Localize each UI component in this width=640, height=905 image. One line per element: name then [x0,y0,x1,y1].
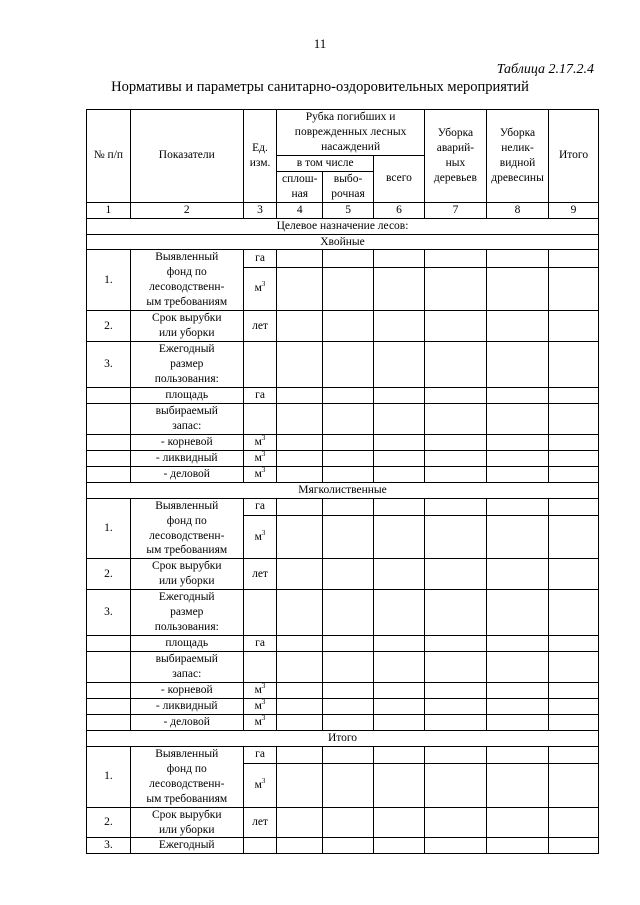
column-number: 5 [323,202,374,218]
table-row [87,342,599,388]
value-cell [486,404,548,435]
value-cell [323,498,374,515]
header-total-all: всего [374,155,425,202]
indicator-root: - корневой [130,683,243,699]
value-cell [374,714,425,730]
value-cell [374,311,425,342]
value-cell [424,559,486,590]
value-cell [243,838,277,854]
indicator-revealed-fund: Выявленный фонд по лесоводственн- ым требованиям [130,498,243,559]
table-row [87,730,599,746]
column-number: 9 [549,202,599,218]
value-cell [486,388,548,404]
value-cell [424,342,486,388]
value-cell [323,746,374,763]
indicator-area: площадь [130,388,243,404]
value-cell [424,590,486,636]
value-cell [424,683,486,699]
header-total: Итого [549,110,599,203]
table-row [87,699,599,715]
header-including: в том числе [277,155,374,171]
value-cell [424,515,486,558]
value-cell [323,434,374,450]
value-cell [486,683,548,699]
value-cell [486,838,548,854]
header-num: № п/п [87,110,131,203]
value-cell [374,590,425,636]
unit-cell: лет [243,559,277,590]
table-row [87,590,599,636]
value-cell [374,559,425,590]
header-clear-felling: сплош- ная [277,171,323,202]
unit-cell: га [243,636,277,652]
value-cell [549,388,599,404]
unit-cell: $м^3$ [243,267,277,310]
forest-purpose: Целевое назначение лесов: [87,218,599,234]
unit-cell: $м^3$ [243,714,277,730]
value-cell [277,683,323,699]
value-cell [549,683,599,699]
value-cell [323,764,374,807]
value-cell [424,838,486,854]
unit-cell: $м^3$ [243,466,277,482]
header-illiquid-wood: Уборка нелик- видной древесины [486,110,548,203]
unit-cell: га [243,746,277,763]
section-title: Хвойные [87,234,599,250]
value-cell [549,404,599,435]
row-number [87,636,131,652]
table-row [87,807,599,838]
value-cell [374,652,425,683]
value-cell [277,515,323,558]
table-row [87,250,599,267]
row-number [87,714,131,730]
value-cell [323,267,374,310]
value-cell [374,388,425,404]
value-cell [424,699,486,715]
value-cell [323,590,374,636]
value-cell [323,559,374,590]
page-number: 11 [313,36,327,51]
header-felling: Рубка погибших и поврежденных лесных насаждений [277,110,425,156]
value-cell [277,652,323,683]
value-cell [486,450,548,466]
value-cell [243,404,277,435]
row-number: 2. [87,559,131,590]
row-number [87,450,131,466]
value-cell [277,807,323,838]
table-row [87,482,599,498]
document-title: Нормативы и параметры санитарно-оздоровительных мероприятий [111,79,529,95]
unit-cell: лет [243,311,277,342]
value-cell [323,342,374,388]
value-cell [549,559,599,590]
table-row [87,746,599,763]
value-cell [374,434,425,450]
column-number: 7 [424,202,486,218]
value-cell [374,764,425,807]
value-cell [549,764,599,807]
value-cell [424,466,486,482]
value-cell [243,652,277,683]
indicator-revealed-fund: Выявленный фонд по лесоводственн- ым требованиям [130,746,243,807]
value-cell [323,714,374,730]
value-cell [549,434,599,450]
value-cell [549,515,599,558]
value-cell [374,683,425,699]
row-number [87,404,131,435]
value-cell [486,714,548,730]
indicator-business: - деловой [130,714,243,730]
indicator-revealed-fund: Выявленный фонд по лесоводственн- ым требованиям [130,250,243,311]
value-cell [323,388,374,404]
value-cell [374,838,425,854]
header-unit: Ед. изм. [243,110,277,203]
value-cell [277,450,323,466]
value-cell [323,450,374,466]
value-cell [486,250,548,267]
value-cell [277,746,323,763]
value-cell [486,342,548,388]
value-cell [323,838,374,854]
table-row [87,202,599,218]
table-row [87,434,599,450]
table-row [87,714,599,730]
value-cell [374,515,425,558]
value-cell [549,838,599,854]
value-cell [424,388,486,404]
value-cell [277,311,323,342]
value-cell [277,498,323,515]
value-cell [486,466,548,482]
unit-cell: лет [243,807,277,838]
row-number [87,466,131,482]
value-cell [486,764,548,807]
value-cell [549,311,599,342]
unit-cell: га [243,250,277,267]
table-row [87,218,599,234]
row-number: 1. [87,250,131,311]
value-cell [323,311,374,342]
indicator-business: - деловой [130,466,243,482]
column-number: 8 [486,202,548,218]
value-cell [549,590,599,636]
row-number: 3. [87,342,131,388]
value-cell [549,636,599,652]
value-cell [549,342,599,388]
value-cell [323,699,374,715]
value-cell [323,807,374,838]
indicator-liquid: - ликвидный [130,699,243,715]
value-cell [323,652,374,683]
value-cell [486,636,548,652]
row-number: 3. [87,838,131,854]
value-cell [374,746,425,763]
section-title: Мягколиственные [87,482,599,498]
value-cell [374,250,425,267]
column-number: 1 [87,202,131,218]
header-selective-felling: выбо- рочная [323,171,374,202]
value-cell [486,267,548,310]
value-cell [323,466,374,482]
indicator-root: - корневой [130,434,243,450]
header-indicator: Показатели [130,110,243,203]
value-cell [323,636,374,652]
unit-cell: га [243,388,277,404]
value-cell [374,267,425,310]
table-row [87,404,599,435]
value-cell [374,807,425,838]
indicator-term: Срок вырубки или уборки [130,807,243,838]
table-row [87,838,599,854]
unit-cell: $м^3$ [243,515,277,558]
column-number: 2 [130,202,243,218]
indicator-term: Срок вырубки или уборки [130,311,243,342]
value-cell [323,683,374,699]
indicator-area: площадь [130,636,243,652]
indicator-annual: Ежегодный размер пользования: [130,590,243,636]
row-number: 1. [87,746,131,807]
value-cell [323,250,374,267]
row-number [87,434,131,450]
table-row [87,498,599,515]
column-number: 4 [277,202,323,218]
value-cell [424,498,486,515]
unit-cell: $м^3$ [243,764,277,807]
value-cell [549,807,599,838]
value-cell [549,450,599,466]
value-cell [277,590,323,636]
unit-cell: $м^3$ [243,434,277,450]
row-number [87,652,131,683]
unit-cell: $м^3$ [243,699,277,715]
value-cell [549,466,599,482]
table-row [87,234,599,250]
table-row [87,559,599,590]
value-cell [549,746,599,763]
value-cell [486,434,548,450]
value-cell [424,404,486,435]
value-cell [486,590,548,636]
value-cell [549,714,599,730]
value-cell [323,404,374,435]
value-cell [374,404,425,435]
row-number [87,388,131,404]
value-cell [424,250,486,267]
table-label: Таблица 2.17.2.4 [496,62,594,77]
value-cell [374,342,425,388]
row-number: 3. [87,590,131,636]
value-cell [424,434,486,450]
column-number: 3 [243,202,277,218]
value-cell [424,764,486,807]
value-cell [374,466,425,482]
table-row [87,652,599,683]
table-row [87,683,599,699]
value-cell [323,515,374,558]
value-cell [486,515,548,558]
value-cell [277,636,323,652]
value-cell [549,250,599,267]
indicator-stock: выбираемый запас: [130,404,243,435]
value-cell [486,498,548,515]
row-number: 2. [87,311,131,342]
value-cell [277,250,323,267]
value-cell [424,636,486,652]
value-cell [549,652,599,683]
value-cell [374,636,425,652]
table-row [87,450,599,466]
indicator-term: Срок вырубки или уборки [130,559,243,590]
table-row [87,388,599,404]
value-cell [424,652,486,683]
table-row [87,110,599,156]
row-number: 2. [87,807,131,838]
value-cell [277,699,323,715]
value-cell [424,746,486,763]
value-cell [549,699,599,715]
indicator-stock: выбираемый запас: [130,652,243,683]
value-cell [486,652,548,683]
value-cell [549,498,599,515]
row-number [87,699,131,715]
value-cell [277,434,323,450]
table-row [87,636,599,652]
row-number: 1. [87,498,131,559]
indicator-liquid: - ликвидный [130,450,243,466]
table-row [87,311,599,342]
value-cell [486,807,548,838]
value-cell [424,807,486,838]
value-cell [277,404,323,435]
header-emergency-trees: Уборка аварий- ных деревьев [424,110,486,203]
value-cell [243,342,277,388]
row-number [87,683,131,699]
table-row [87,466,599,482]
indicator-annual: Ежегодный [130,838,243,854]
column-number: 6 [374,202,425,218]
value-cell [277,342,323,388]
value-cell [277,388,323,404]
norms-table [86,109,599,854]
unit-cell: $м^3$ [243,683,277,699]
value-cell [486,746,548,763]
value-cell [277,559,323,590]
indicator-annual: Ежегодный размер пользования: [130,342,243,388]
section-title: Итого [87,730,599,746]
value-cell [374,498,425,515]
value-cell [424,450,486,466]
value-cell [549,267,599,310]
value-cell [486,559,548,590]
value-cell [374,450,425,466]
value-cell [277,838,323,854]
value-cell [277,714,323,730]
value-cell [277,466,323,482]
value-cell [424,267,486,310]
value-cell [424,311,486,342]
unit-cell: $м^3$ [243,450,277,466]
value-cell [486,699,548,715]
value-cell [277,764,323,807]
value-cell [486,311,548,342]
value-cell [424,714,486,730]
value-cell [277,267,323,310]
value-cell [243,590,277,636]
value-cell [374,699,425,715]
unit-cell: га [243,498,277,515]
